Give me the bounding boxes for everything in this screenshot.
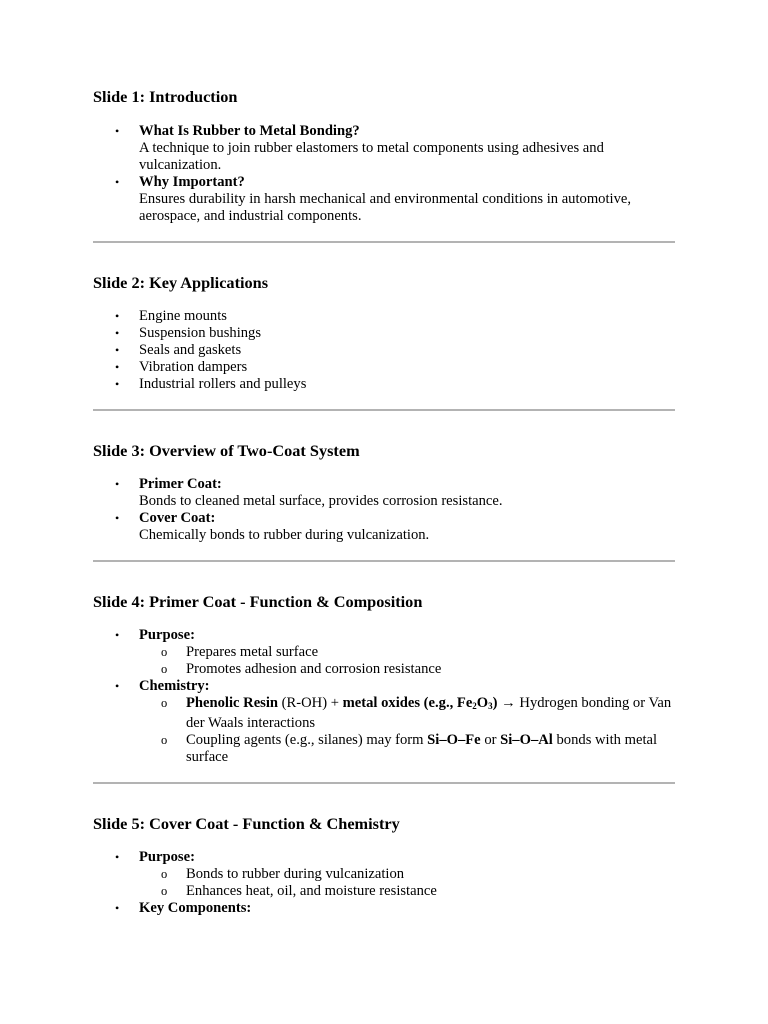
slide-divider bbox=[93, 560, 675, 562]
slide-4-list bbox=[93, 627, 675, 766]
sub-list-item: o Prepares metal surface bbox=[139, 644, 675, 661]
oxygen-symbol: O bbox=[476, 695, 489, 711]
slide-2-list bbox=[93, 308, 675, 393]
sub-list bbox=[139, 644, 675, 678]
slide-5-title: Slide 5: Cover Coat - Function & Chemistry bbox=[93, 814, 400, 833]
item-label: Purpose: bbox=[139, 849, 195, 865]
oxides-close: ) bbox=[492, 695, 498, 711]
oxides-text: metal oxides (e.g., Fe bbox=[342, 695, 473, 711]
list-item bbox=[93, 476, 675, 510]
slide-1-section bbox=[93, 86, 675, 225]
sub-list-item: o Promotes adhesion and corrosion resistance bbox=[139, 661, 675, 678]
item-label: Why Important? bbox=[139, 174, 245, 190]
list-item bbox=[93, 900, 675, 917]
slide-divider bbox=[93, 241, 675, 243]
roh-text: (R-OH) + bbox=[278, 695, 343, 711]
subscript-2: 2 bbox=[472, 701, 477, 711]
item-text: A technique to join rubber elastomers to metal components using adhesives and vulcanization. bbox=[139, 140, 604, 173]
list-item bbox=[93, 510, 675, 544]
slide-1-list bbox=[93, 123, 675, 225]
slide-3-list bbox=[93, 476, 675, 544]
document-page bbox=[93, 86, 675, 917]
item-label: Purpose: bbox=[139, 627, 195, 643]
list-item: • Industrial rollers and pulleys bbox=[93, 376, 675, 393]
sub-list-item: o Enhances heat, oil, and moisture resistance bbox=[139, 883, 675, 900]
bonds-text: bonds with metal surface bbox=[186, 732, 658, 765]
slide-divider bbox=[93, 782, 675, 784]
list-item: • Suspension bushings bbox=[93, 325, 675, 342]
slide-3-section bbox=[93, 440, 675, 544]
slide-4-title: Slide 4: Primer Coat - Function & Composition bbox=[93, 592, 423, 611]
list-item bbox=[93, 678, 675, 766]
coupling-text: Coupling agents (e.g., silanes) may form bbox=[186, 732, 428, 748]
sub-list bbox=[139, 866, 675, 900]
list-item bbox=[93, 627, 675, 678]
or-text: or bbox=[480, 732, 501, 748]
item-text: Ensures durability in harsh mechanical and environmental conditions in automotive, aerospace, and industrial components. bbox=[139, 191, 632, 224]
slide-2-section bbox=[93, 272, 675, 393]
slide-1-title: Slide 1: Introduction bbox=[93, 87, 238, 106]
arrow-icon: → bbox=[497, 695, 520, 711]
list-item: • Engine mounts bbox=[93, 308, 675, 325]
sub-list-item: o Bonds to rubber during vulcanization bbox=[139, 866, 675, 883]
item-label: Primer Coat: bbox=[139, 476, 222, 492]
item-label: Chemistry: bbox=[139, 678, 210, 694]
oxides-term bbox=[343, 695, 498, 711]
sub-list-item bbox=[139, 732, 675, 766]
list-item: • Seals and gaskets bbox=[93, 342, 675, 359]
reaction-result: Hydrogen bonding or Van der Waals interactions bbox=[186, 695, 672, 731]
item-label: Key Components: bbox=[139, 900, 252, 916]
subscript-3: 3 bbox=[488, 701, 493, 711]
slide-divider bbox=[93, 409, 675, 411]
item-label: Cover Coat: bbox=[139, 510, 216, 526]
list-item bbox=[93, 123, 675, 174]
resin-term: Phenolic Resin bbox=[186, 695, 279, 711]
slide-5-list bbox=[93, 849, 675, 917]
sub-list bbox=[139, 695, 675, 766]
slide-5-section bbox=[93, 813, 675, 917]
list-item bbox=[93, 849, 675, 900]
list-item: • Vibration dampers bbox=[93, 359, 675, 376]
slide-4-section bbox=[93, 591, 675, 766]
item-text: Bonds to cleaned metal surface, provides corrosion resistance. bbox=[139, 493, 503, 509]
bond-term-1: Si–O–Fe bbox=[427, 732, 481, 748]
item-label: What Is Rubber to Metal Bonding? bbox=[139, 123, 360, 139]
slide-3-title: Slide 3: Overview of Two-Coat System bbox=[93, 441, 360, 460]
item-text: Chemically bonds to rubber during vulcanization. bbox=[139, 527, 430, 543]
bond-term-2: Si–O–Al bbox=[500, 732, 553, 748]
list-item bbox=[93, 174, 675, 225]
sub-list-item bbox=[139, 695, 675, 732]
slide-2-title: Slide 2: Key Applications bbox=[93, 273, 269, 292]
